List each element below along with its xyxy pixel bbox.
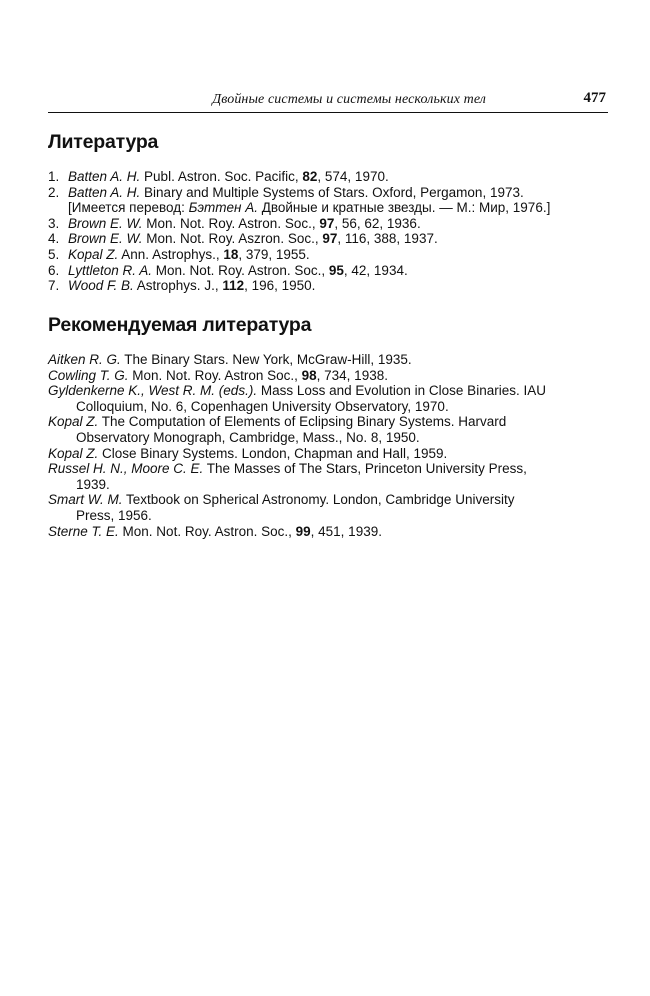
reference-item: Russel H. N., Moore C. E. The Masses of The Stars, Princeton University Press, 1939. (48, 461, 527, 492)
reference-item: 1. Batten A. H. Publ. Astron. Soc. Pacific, 82, 574, 1970. (48, 169, 389, 184)
reference-list (48, 169, 611, 294)
reference-item: Sterne T. E. Mon. Not. Roy. Astron. Soc., 99, 451, 1939. (48, 523, 382, 539)
reference-item: 4. Brown E. W. Mon. Not. Roy. Aszron. Soc., 97, 116, 388, 1937. (48, 231, 438, 247)
reference-item: Smart W. M. Textbook on Spherical Astronomy. London, Cambridge University Press, 1956. (48, 492, 515, 523)
page-number: 477 (583, 90, 606, 106)
reference-item: 2. Batten A. H. Binary and Multiple Systems of Stars. Oxford, Pergamon, 1973. [Имеется перевод: Бэттен А. Двойные и кратные звезды. — М.: Мир, 1976.] (48, 184, 551, 216)
recommended-reference-list (48, 352, 611, 539)
reference-item: Cowling T. G. Mon. Not. Roy. Astron Soc., 98, 734, 1938. (48, 367, 388, 383)
reference-item: 5. Kopal Z. Ann. Astrophys., 18, 379, 1955. (48, 246, 310, 262)
reference-item: Aitken R. G. The Binary Stars. New York, McGraw-Hill, 1935. (48, 352, 412, 367)
section-heading-literature: Литература (48, 131, 159, 153)
reference-item: Kopal Z. The Computation of Elements of Eclipsing Binary Systems. Harvard Observatory Monograph, Cambridge, Mass., No. 8, 1950. (48, 414, 507, 445)
running-header (48, 90, 608, 113)
reference-item: 3. Brown E. W. Mon. Not. Roy. Astron. Soc., 97, 56, 62, 1936. (48, 215, 421, 231)
reference-item: 6. Lyttleton R. A. Mon. Not. Roy. Astron. Soc., 95, 42, 1934. (48, 262, 408, 278)
reference-item: Gyldenkerne K., West R. M. (eds.). Mass Loss and Evolution in Close Binaries. IAU Colloquium, No. 6, Copenhagen University Observatory, 1970. (48, 383, 546, 414)
running-title: Двойные системы и системы нескольких тел (212, 92, 486, 107)
reference-item: Kopal Z. Close Binary Systems. London, Chapman and Hall, 1959. (48, 445, 448, 461)
reference-item: 7. Wood F. B. Astrophys. J., 112, 196, 1950. (48, 278, 316, 294)
section-heading-recommended-literature: Рекомендуемая литература (48, 314, 312, 336)
